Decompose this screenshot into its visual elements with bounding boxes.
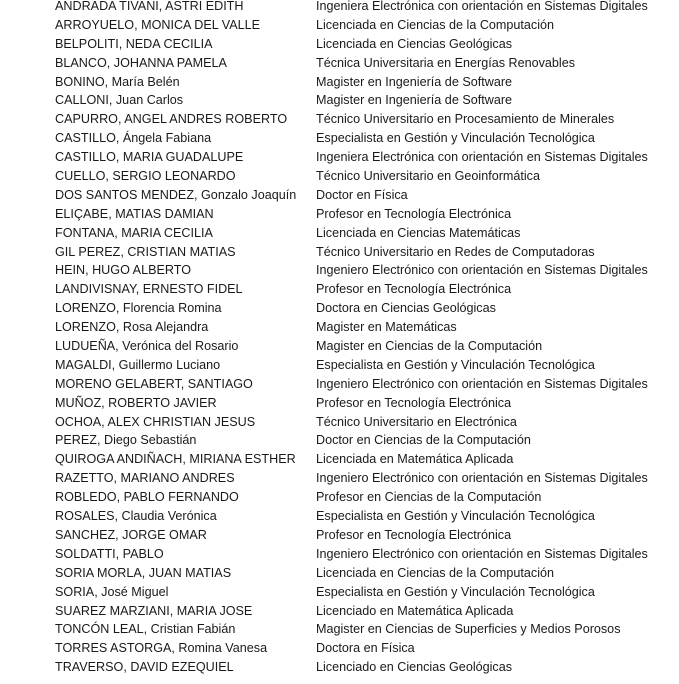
graduate-degree: Profesor en Ciencias de la Computación [316, 490, 542, 505]
list-item [0, 110, 679, 129]
graduate-name: ROSALES, Claudia Verónica [55, 509, 217, 524]
graduate-degree: Magister en Ciencias de Superficies y Medios Porosos [316, 622, 621, 637]
graduate-name: SORIA, José Miguel [55, 584, 169, 599]
graduate-name: HEIN, HUGO ALBERTO [55, 263, 192, 278]
list-item [0, 186, 679, 205]
graduate-degree: Licenciada en Ciencias de la Computación [316, 565, 555, 580]
graduate-name: BELPOLITI, NEDA CECILIA [55, 36, 213, 51]
graduate-degree: Doctor en Física [316, 187, 408, 202]
graduate-name: DOS SANTOS MENDEZ, Gonzalo Joaquín [55, 187, 297, 202]
list-item [0, 658, 679, 677]
list-item [0, 318, 679, 337]
graduate-degree: Técnico Universitario en Electrónica [316, 414, 517, 429]
graduate-name: CALLONI, Juan Carlos [55, 93, 184, 108]
list-item [0, 73, 679, 92]
graduate-name: LORENZO, Florencia Romina [55, 301, 222, 316]
graduate-name: CASTILLO, MARIA GUADALUPE [55, 150, 244, 165]
graduate-degree: Ingeniero Electrónico con orientación en Sistemas Digitales [316, 263, 648, 278]
graduate-name: SORIA MORLA, JUAN MATIAS [55, 565, 232, 580]
graduate-name: LANDIVISNAY, ERNESTO FIDEL [55, 282, 243, 297]
list-item [0, 602, 679, 621]
list-item [0, 507, 679, 526]
graduate-degree: Doctora en Ciencias Geológicas [316, 301, 496, 316]
graduate-name: QUIROGA ANDIÑACH, MIRIANA ESTHER [55, 452, 296, 467]
graduate-name: OCHOA, ALEX CHRISTIAN JESUS [55, 414, 256, 429]
graduate-name: ELIÇABE, MATIAS DAMIAN [55, 206, 214, 221]
list-item [0, 564, 679, 583]
graduate-degree: Licenciado en Matemática Aplicada [316, 603, 514, 618]
graduate-degree: Doctor en Ciencias de la Computación [316, 433, 531, 448]
graduate-name: CASTILLO, Ángela Fabiana [55, 131, 212, 146]
list-item [0, 488, 679, 507]
graduate-name: SUAREZ MARZIANI, MARIA JOSE [55, 603, 253, 618]
graduate-degree: Ingeniero Electrónico con orientación en Sistemas Digitales [316, 546, 648, 561]
list-item [0, 35, 679, 54]
graduate-degree: Licenciada en Matemática Aplicada [316, 452, 514, 467]
graduate-degree: Técnico Universitario en Redes de Computadoras [316, 244, 595, 259]
list-item [0, 375, 679, 394]
list-item [0, 413, 679, 432]
list-item [0, 450, 679, 469]
graduate-name: ROBLEDO, PABLO FERNANDO [55, 490, 239, 505]
list-item [0, 16, 679, 35]
graduate-degree: Licenciada en Ciencias Geológicas [316, 36, 513, 51]
list-item [0, 148, 679, 167]
graduate-degree: Técnico Universitario en Procesamiento de Minerales [316, 112, 615, 127]
list-item [0, 526, 679, 545]
graduate-degree: Especialista en Gestión y Vinculación Tecnológica [316, 131, 595, 146]
list-item [0, 394, 679, 413]
graduate-degree: Profesor en Tecnología Electrónica [316, 206, 512, 221]
graduate-degree: Especialista en Gestión y Vinculación Tecnológica [316, 509, 595, 524]
graduate-degree: Profesor en Tecnología Electrónica [316, 527, 512, 542]
list-item [0, 243, 679, 262]
graduate-degree: Licenciado en Ciencias Geológicas [316, 660, 513, 675]
graduate-name: ARROYUELO, MONICA DEL VALLE [55, 17, 261, 32]
graduate-name: CUELLO, SERGIO LEONARDO [55, 169, 236, 184]
graduate-degree: Profesor en Tecnología Electrónica [316, 282, 512, 297]
list-item [0, 261, 679, 280]
list-item [0, 280, 679, 299]
list-item [0, 639, 679, 658]
graduate-degree: Doctora en Física [316, 641, 415, 656]
list-item [0, 583, 679, 602]
graduate-degree: Magister en Ingeniería de Software [316, 93, 513, 108]
graduate-name: LORENZO, Rosa Alejandra [55, 320, 209, 335]
list-item [0, 129, 679, 148]
graduate-degree: Especialista en Gestión y Vinculación Tecnológica [316, 584, 595, 599]
graduate-name: SOLDATTI, PABLO [55, 546, 164, 561]
graduate-degree: Ingeniero Electrónico con orientación en Sistemas Digitales [316, 376, 648, 391]
graduate-degree: Ingeniero Electrónico con orientación en Sistemas Digitales [316, 471, 648, 486]
list-item [0, 167, 679, 186]
graduate-name: GIL PEREZ, CRISTIAN MATIAS [55, 244, 236, 259]
list-item [0, 0, 679, 16]
list-item [0, 224, 679, 243]
list-item [0, 356, 679, 375]
graduate-degree: Magister en Ciencias de la Computación [316, 339, 543, 354]
graduate-name: ANDRADA TIVANI, ASTRI EDITH [55, 0, 244, 13]
graduate-name: SANCHEZ, JORGE OMAR [55, 527, 207, 542]
graduate-degree: Magister en Ingeniería de Software [316, 74, 513, 89]
graduate-degree: Técnico Universitario en Geoinformática [316, 169, 540, 184]
graduate-name: CAPURRO, ANGEL ANDRES ROBERTO [55, 112, 288, 127]
graduate-name: TORRES ASTORGA, Romina Vanesa [55, 641, 268, 656]
graduate-degree: Profesor en Tecnología Electrónica [316, 395, 512, 410]
graduate-name: PEREZ, Diego Sebastián [55, 433, 197, 448]
graduate-name: MORENO GELABERT, SANTIAGO [55, 376, 253, 391]
graduate-name: LUDUEÑA, Verónica del Rosario [55, 339, 239, 354]
graduate-degree: Técnica Universitaria en Energías Renovables [316, 55, 576, 70]
graduate-name: BONINO, María Belén [55, 74, 180, 89]
graduate-name: MUÑOZ, ROBERTO JAVIER [55, 395, 217, 410]
graduate-name: TRAVERSO, DAVID EZEQUIEL [55, 660, 234, 675]
graduate-degree: Magister en Matemáticas [316, 320, 457, 335]
list-item [0, 620, 679, 639]
list-item [0, 54, 679, 73]
graduate-name: RAZETTO, MARIANO ANDRES [55, 471, 235, 486]
list-item [0, 205, 679, 224]
graduate-degree: Licenciada en Ciencias de la Computación [316, 17, 555, 32]
list-item [0, 469, 679, 488]
graduate-degree: Licenciada en Ciencias Matemáticas [316, 225, 521, 240]
graduate-name: MAGALDI, Guillermo Luciano [55, 357, 221, 372]
list-item [0, 91, 679, 110]
list-item [0, 337, 679, 356]
graduate-name: TONCÓN LEAL, Cristian Fabián [55, 622, 236, 637]
list-item [0, 545, 679, 564]
graduate-degree: Especialista en Gestión y Vinculación Tecnológica [316, 357, 595, 372]
graduate-degree: Ingeniera Electrónica con orientación en Sistemas Digitales [316, 150, 648, 165]
list-item [0, 299, 679, 318]
graduate-name: FONTANA, MARIA CECILIA [55, 225, 213, 240]
list-item [0, 431, 679, 450]
graduate-degree: Ingeniera Electrónica con orientación en Sistemas Digitales [316, 0, 648, 13]
graduate-name: BLANCO, JOHANNA PAMELA [55, 55, 227, 70]
